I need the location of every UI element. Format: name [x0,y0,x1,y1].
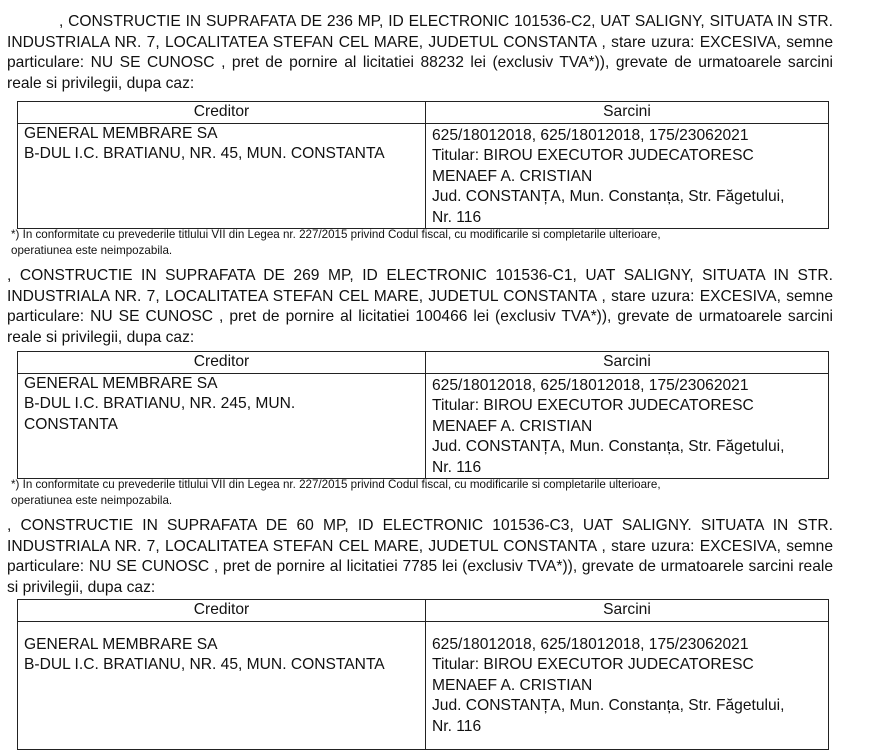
sarcini-line: Titular: BIROU EXECUTOR JUDECATORESC [432,656,754,673]
charges-table-3 [17,599,829,750]
sarcini-line: MENAEF A. CRISTIAN [432,676,593,694]
sarcini-line: Jud. CONSTANȚA, Mun. Constanța, Str. Făgetului, [432,697,785,714]
property-paragraph-2: , CONSTRUCTIE IN SUPRAFATA DE 269 MP, ID ELECTRONIC 101536-C1, UAT SALIGNY, SITUATA IN STR. INDUSTRIALA NR. 7, LOCALITATEA STEFAN CEL MARE, JUDETUL CONSTANTA , stare uzura: EXCESIVA, semne particulare: NU SE CUNOSC , pret de pornire al licitatiei 100466 lei (exclusiv TVA*)), grevate de urmatoarele sarcini reale si privilegii, dupa caz: [7,267,833,346]
table-row [18,621,829,750]
creditor-line: B-DUL I.C. BRATIANU, NR. 245, MUN. [24,395,296,412]
footnote-line: operatiunea este neimpozabila. [11,494,173,507]
sarcini-line: 625/18012018, 625/18012018, 175/23062021 [432,635,749,653]
sarcini-line: Titular: BIROU EXECUTOR JUDECATORESC [432,397,754,414]
property-paragraph-1: , CONSTRUCTIE IN SUPRAFATA DE 236 MP, ID ELECTRONIC 101536-C2, UAT SALIGNY, SITUATA IN STR. INDUSTRIALA NR. 7, LOCALITATEA STEFAN CEL MARE, JUDETUL CONSTANTA , stare uzura: EXCESIVA, semne particulare: NU SE CUNOSC , pret de pornire al licitatiei 88232 lei (exclusiv TVA*)), grevate de urmatoarele sarcini reale si privilegii, dupa caz: [7,13,833,92]
sarcini-line: Jud. CONSTANȚA, Mun. Constanța, Str. Făgetului, [432,188,785,205]
charges-table-1 [17,101,829,229]
header-sarcini: Sarcini [426,102,829,124]
creditor-cell [18,373,426,479]
header-creditor: Creditor [18,352,426,374]
creditor-line: GENERAL MEMBRARE SA [24,635,218,653]
sarcini-line: MENAEF A. CRISTIAN [432,167,593,185]
header-creditor: Creditor [18,102,426,124]
sarcini-cell [426,621,829,750]
creditor-line: CONSTANTA [24,415,118,433]
footnote-2 [11,477,811,509]
charges-table-2 [17,351,829,479]
header-sarcini: Sarcini [426,600,829,622]
table-header-row [18,600,829,622]
sarcini-line: Titular: BIROU EXECUTOR JUDECATORESC [432,147,754,164]
creditor-cell [18,123,426,229]
footnote-line: *) In conformitate cu prevederile titlului VII din Legea nr. 227/2015 privind Codul fiscal, cu modificarile si completarile ulterioare, [11,228,661,241]
sarcini-cell [426,123,829,229]
creditor-line: B-DUL I.C. BRATIANU, NR. 45, MUN. CONSTANTA [24,656,385,673]
table-header-row [18,352,829,374]
sarcini-line: Jud. CONSTANȚA, Mun. Constanța, Str. Făgetului, [432,438,785,455]
sarcini-line: 625/18012018, 625/18012018, 175/23062021 [432,126,749,144]
footnote-line: *) In conformitate cu prevederile titlului VII din Legea nr. 227/2015 privind Codul fiscal, cu modificarile si completarile ulterioare, [11,478,661,491]
sarcini-line: Nr. 116 [432,208,482,226]
sarcini-line: Nr. 116 [432,717,482,735]
footnote-1 [11,227,811,259]
header-sarcini: Sarcini [426,352,829,374]
table-row [18,123,829,229]
sarcini-cell [426,373,829,479]
table-header-row [18,102,829,124]
table-row [18,373,829,479]
sarcini-line: Nr. 116 [432,458,482,476]
header-creditor: Creditor [18,600,426,622]
sarcini-line: 625/18012018, 625/18012018, 175/23062021 [432,376,749,394]
sarcini-line: MENAEF A. CRISTIAN [432,417,593,435]
property-paragraph-3: , CONSTRUCTIE IN SUPRAFATA DE 60 MP, ID ELECTRONIC 101536-C3, UAT SALIGNY. SITUATA IN STR. INDUSTRIALA NR. 7, LOCALITATEA STEFAN CEL MARE, JUDETUL CONSTANTA , stare uzura: EXCESIVA, semne particulare: NU SE CUNOSC , pret de pornire al licitatiei 7785 lei (exclusiv TVA*)), grevate de urmatoarele sarcini reale si privilegii, dupa caz: [7,517,833,596]
creditor-line: B-DUL I.C. BRATIANU, NR. 45, MUN. CONSTANTA [24,145,385,162]
creditor-cell [18,621,426,750]
footnote-line: operatiunea este neimpozabila. [11,244,173,257]
creditor-line: GENERAL MEMBRARE SA [24,124,218,142]
creditor-line: GENERAL MEMBRARE SA [24,374,218,392]
